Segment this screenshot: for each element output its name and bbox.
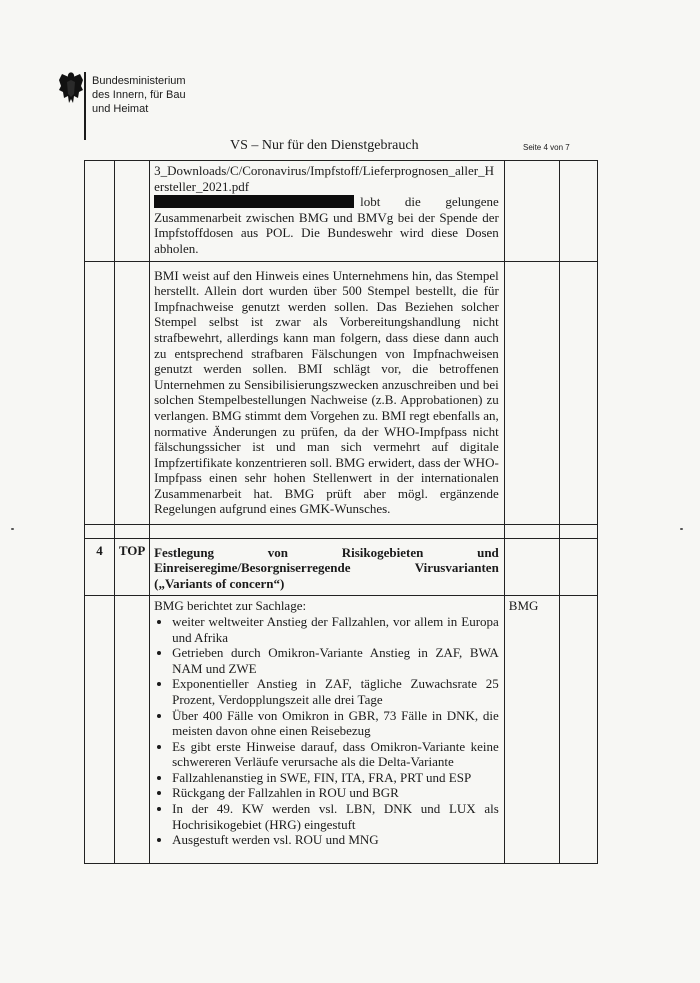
protocol-table — [84, 160, 598, 864]
list-item: • Getrieben durch Omikron-Variante Anstieg in ZAF, BWA NAM und ZWE — [172, 645, 499, 676]
ministry-line-3: und Heimat — [92, 103, 149, 115]
number-cell — [85, 261, 115, 524]
ministry-name — [92, 74, 186, 116]
letterhead-divider — [84, 72, 86, 140]
bullet-list — [154, 614, 499, 848]
top-cell — [115, 261, 150, 524]
responsible-cell: BMG — [504, 596, 559, 864]
scan-speck — [11, 528, 14, 530]
notes-cell — [559, 261, 597, 524]
responsible-cell — [504, 538, 559, 596]
list-item: • Es gibt erste Hinweise darauf, dass Omikron-Variante keine schwereren Verläufe verursache als die Delta-Variante — [172, 739, 499, 770]
redaction-bar — [154, 195, 354, 208]
content-cell — [150, 161, 505, 262]
agenda-title — [150, 538, 505, 596]
report-intro: BMG berichtet zur Sachlage: — [154, 598, 307, 614]
agenda-title-line: („Variants of concern“) — [154, 575, 285, 591]
file-path: 3_Downloads/C/Coronavirus/Impfstoff/Lieferprognosen_aller_Hersteller_2021.pdf — [154, 163, 494, 194]
table-row — [85, 596, 598, 864]
notes-cell — [559, 161, 597, 262]
top-cell — [115, 161, 150, 262]
notes-cell — [559, 596, 597, 864]
responsible-cell — [504, 261, 559, 524]
number-cell — [85, 596, 115, 864]
list-item: • Rückgang der Fallzahlen in ROU und BGR — [172, 785, 499, 801]
notes-cell — [559, 538, 597, 596]
top-cell — [115, 596, 150, 864]
agenda-label: TOP — [115, 538, 150, 596]
federal-eagle-icon — [58, 70, 84, 104]
page-number: Seite 4 von 7 — [523, 143, 570, 152]
scan-speck — [680, 528, 683, 530]
table-row — [85, 161, 598, 262]
row-text: BMI weist auf den Hinweis eines Unternehmens hin, das Stempel herstellt. Allein dort wurden über 500 Stempel bestellt, die für Impfnachweise genutzt werden sollen. Das Beziehen solcher Stempel selbst ist zwar als Vorbereitungshandlung nicht strafbewehrt, allerdings kann man folgern, dass diese dann auch zu entsprechend strafbaren Fälschungen von Impfnachweisen genutzt werden sollen. BMI schlägt vor, die betroffenen Unternehmen zu Sensibilisierungszwecken anzuschreiben und bei solchen Stempelbestellungen Nachweise (z.B. Approbationen) zu verlangen. BMG stimmt dem Vorgehen zu. BMI regt ebenfalls an, normative Änderungen zu prüfen, da der WHO-Impfpass nicht fälschungssicher ist und man sich vermehrt auf digitale Impfzertifikate konzentrieren soll. BMG erwidert, dass der WHO-Impfpass einen sehr hohen Stellenwert in der internationalen Zusammenarbeit hat. BMG prüft aber mögl. ergänzende Regelungen aufgrund eines GMK-Wunsches. — [154, 267, 499, 517]
row-text-content: lobt die gelungene Zusammenarbeit zwischen BMG und BMVg bei der Spende der Impfstoffdosen aus POL. Die Bundeswehr wird diese Dosen abholen. — [154, 194, 499, 256]
content-cell — [150, 261, 505, 524]
list-item: • weiter weltweiter Anstieg der Fallzahlen, vor allem in Europa und Afrika — [172, 614, 499, 645]
list-item: • Exponentieller Anstieg in ZAF, tägliche Zuwachsrate 25 Prozent, Verdopplungszeit alle drei Tage — [172, 676, 499, 707]
classification-marking: VS – Nur für den Dienstgebrauch — [230, 138, 419, 153]
list-item: • In der 49. KW werden vsl. LBN, DNK und LUX als Hochrisikogebiet (HRG) eingestuft — [172, 801, 499, 832]
table-row — [85, 261, 598, 524]
list-item: • Ausgestuft werden vsl. ROU und MNG — [172, 832, 499, 848]
content-cell — [150, 596, 505, 864]
list-item: • Fallzahlenanstieg in SWE, FIN, ITA, FRA, PRT und ESP — [172, 770, 499, 786]
agenda-title-line: Einreiseregime/Besorgniserregende Virusvarianten — [154, 560, 499, 576]
agenda-title-line: Festlegung von Risikogebieten und — [154, 544, 499, 560]
ministry-line-2: des Innern, für Bau — [92, 89, 186, 101]
agenda-item-row — [85, 538, 598, 596]
number-cell — [85, 161, 115, 262]
spacer-row — [85, 524, 598, 538]
list-item: • Über 400 Fälle von Omikron in GBR, 73 Fälle in DNK, die meisten davon ohne einen Reisebezug — [172, 708, 499, 739]
agenda-number: 4 — [85, 538, 115, 596]
row-text — [154, 194, 499, 256]
ministry-line-1: Bundesministerium — [92, 75, 186, 87]
responsible-cell — [504, 161, 559, 262]
